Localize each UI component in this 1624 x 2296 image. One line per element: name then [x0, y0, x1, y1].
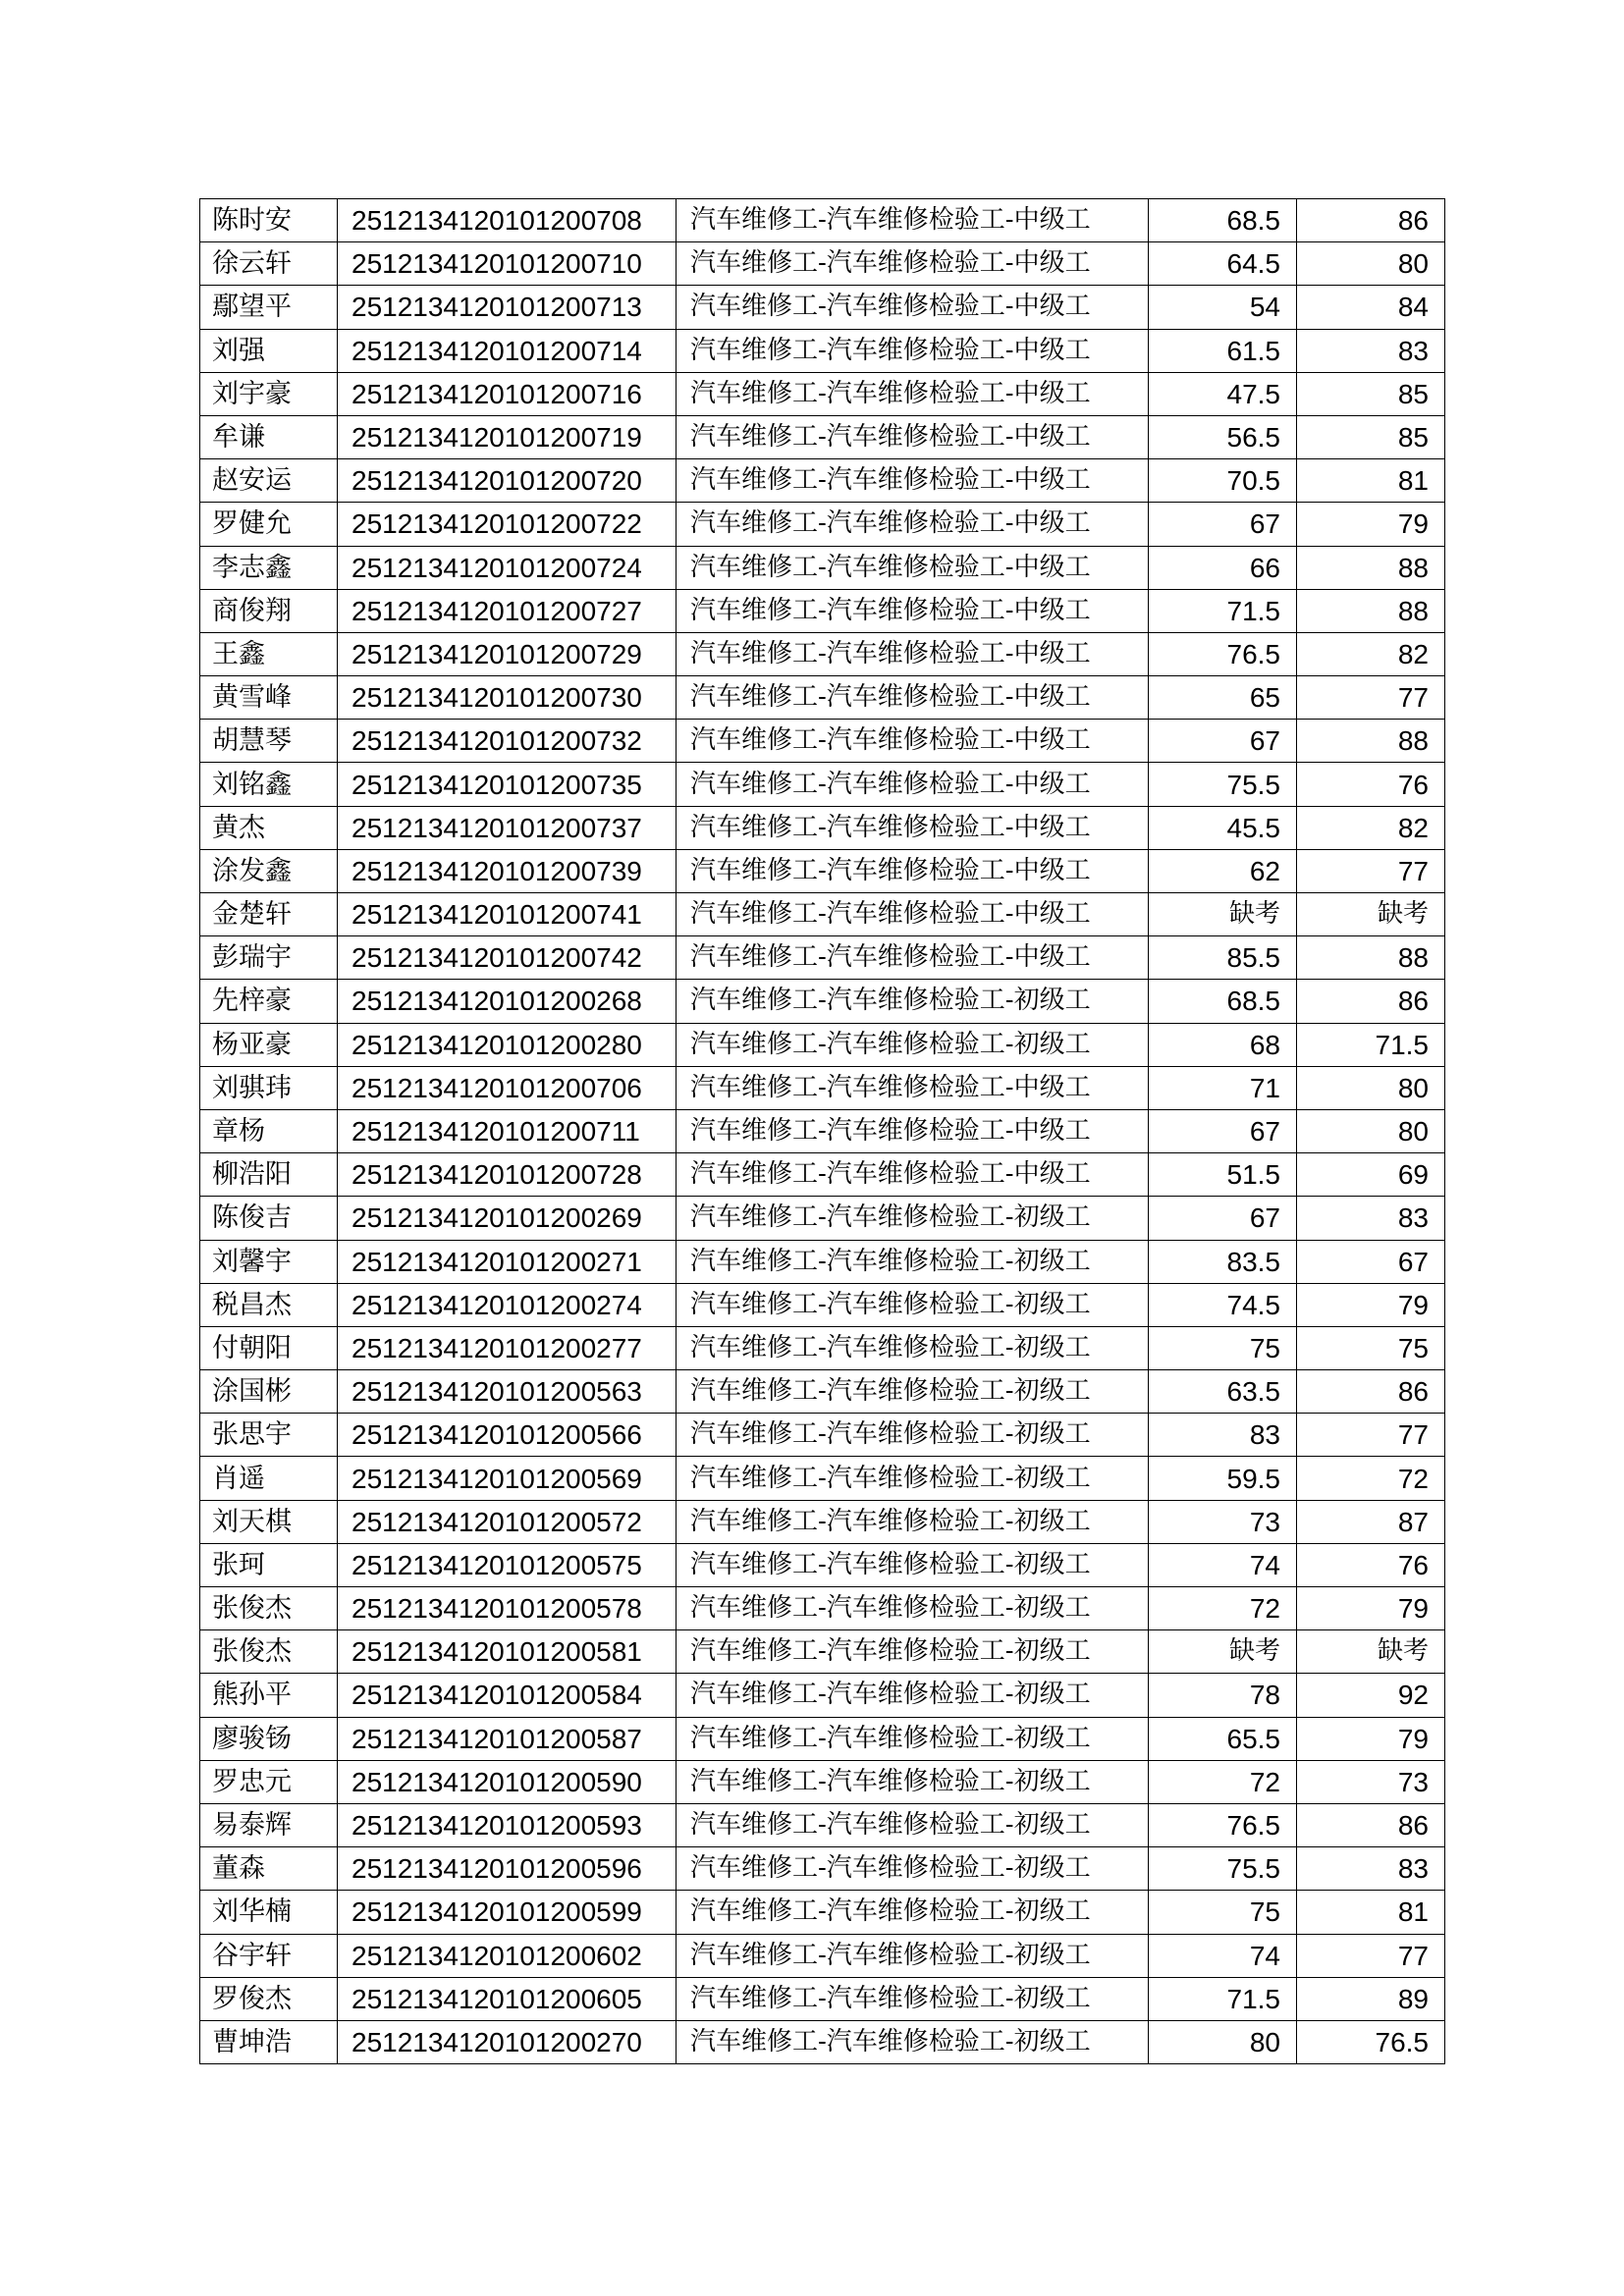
- cell-exam-id: 2512134120101200280: [338, 1023, 677, 1066]
- cell-occupation: 汽车维修工-汽车维修检验工-中级工: [677, 1109, 1149, 1152]
- cell-occupation: 汽车维修工-汽车维修检验工-初级工: [677, 1891, 1149, 1934]
- cell-occupation: 汽车维修工-汽车维修检验工-初级工: [677, 1760, 1149, 1803]
- cell-exam-id: 2512134120101200578: [338, 1587, 677, 1630]
- table-row: [200, 632, 1445, 675]
- score-table: [199, 198, 1445, 2064]
- cell-score-practical: 73: [1297, 1760, 1445, 1803]
- cell-score-theory: 71.5: [1149, 589, 1297, 632]
- cell-score-theory: 76.5: [1149, 632, 1297, 675]
- cell-score-theory: 56.5: [1149, 415, 1297, 458]
- cell-exam-id: 2512134120101200720: [338, 459, 677, 503]
- cell-score-theory: 71: [1149, 1066, 1297, 1109]
- cell-name: 刘铭鑫: [200, 763, 338, 806]
- cell-score-theory: 缺考: [1149, 1630, 1297, 1674]
- cell-name: 罗健允: [200, 503, 338, 546]
- cell-exam-id: 2512134120101200722: [338, 503, 677, 546]
- cell-score-practical: 85: [1297, 372, 1445, 415]
- cell-score-practical: 88: [1297, 546, 1445, 589]
- table-row: [200, 372, 1445, 415]
- cell-score-practical: 85: [1297, 415, 1445, 458]
- cell-name: 王鑫: [200, 632, 338, 675]
- table-row: [200, 459, 1445, 503]
- table-row: [200, 1803, 1445, 1846]
- cell-exam-id: 2512134120101200587: [338, 1717, 677, 1760]
- cell-name: 廖骏钖: [200, 1717, 338, 1760]
- cell-occupation: 汽车维修工-汽车维修检验工-中级工: [677, 893, 1149, 936]
- cell-score-theory: 74.5: [1149, 1283, 1297, 1326]
- cell-score-practical: 77: [1297, 1414, 1445, 1457]
- cell-score-practical: 81: [1297, 459, 1445, 503]
- cell-score-theory: 75.5: [1149, 1847, 1297, 1891]
- cell-exam-id: 2512134120101200710: [338, 242, 677, 286]
- cell-occupation: 汽车维修工-汽车维修检验工-中级工: [677, 806, 1149, 849]
- cell-score-practical: 77: [1297, 849, 1445, 892]
- cell-name: 柳浩阳: [200, 1153, 338, 1197]
- cell-score-theory: 68: [1149, 1023, 1297, 1066]
- cell-score-practical: 82: [1297, 806, 1445, 849]
- cell-name: 张俊杰: [200, 1587, 338, 1630]
- cell-occupation: 汽车维修工-汽车维修检验工-中级工: [677, 199, 1149, 242]
- table-row: [200, 676, 1445, 720]
- cell-score-theory: 47.5: [1149, 372, 1297, 415]
- cell-score-practical: 81: [1297, 1891, 1445, 1934]
- table-row: [200, 546, 1445, 589]
- table-row: [200, 1500, 1445, 1543]
- cell-score-practical: 88: [1297, 936, 1445, 980]
- cell-score-practical: 缺考: [1297, 1630, 1445, 1674]
- cell-score-theory: 59.5: [1149, 1457, 1297, 1500]
- cell-occupation: 汽车维修工-汽车维修检验工-中级工: [677, 632, 1149, 675]
- cell-exam-id: 2512134120101200602: [338, 1934, 677, 1977]
- cell-exam-id: 2512134120101200599: [338, 1891, 677, 1934]
- cell-score-theory: 54: [1149, 286, 1297, 329]
- cell-score-theory: 75.5: [1149, 763, 1297, 806]
- cell-exam-id: 2512134120101200713: [338, 286, 677, 329]
- table-row: [200, 893, 1445, 936]
- cell-score-practical: 92: [1297, 1674, 1445, 1717]
- cell-occupation: 汽车维修工-汽车维修检验工-中级工: [677, 242, 1149, 286]
- cell-exam-id: 2512134120101200708: [338, 199, 677, 242]
- cell-exam-id: 2512134120101200730: [338, 676, 677, 720]
- cell-occupation: 汽车维修工-汽车维修检验工-中级工: [677, 936, 1149, 980]
- cell-score-theory: 62: [1149, 849, 1297, 892]
- cell-exam-id: 2512134120101200584: [338, 1674, 677, 1717]
- table-row: [200, 936, 1445, 980]
- cell-score-practical: 83: [1297, 329, 1445, 372]
- table-row: [200, 1543, 1445, 1586]
- cell-name: 刘强: [200, 329, 338, 372]
- cell-score-practical: 84: [1297, 286, 1445, 329]
- cell-occupation: 汽车维修工-汽车维修检验工-初级工: [677, 1197, 1149, 1240]
- cell-name: 张俊杰: [200, 1630, 338, 1674]
- cell-score-theory: 缺考: [1149, 893, 1297, 936]
- cell-score-theory: 68.5: [1149, 980, 1297, 1023]
- cell-exam-id: 2512134120101200735: [338, 763, 677, 806]
- cell-score-theory: 75: [1149, 1326, 1297, 1369]
- cell-name: 刘华楠: [200, 1891, 338, 1934]
- cell-score-practical: 86: [1297, 980, 1445, 1023]
- cell-score-theory: 75: [1149, 1891, 1297, 1934]
- cell-occupation: 汽车维修工-汽车维修检验工-初级工: [677, 1543, 1149, 1586]
- cell-occupation: 汽车维修工-汽车维修检验工-中级工: [677, 415, 1149, 458]
- cell-score-theory: 67: [1149, 503, 1297, 546]
- cell-score-practical: 69: [1297, 1153, 1445, 1197]
- cell-occupation: 汽车维修工-汽车维修检验工-初级工: [677, 1500, 1149, 1543]
- cell-score-practical: 75: [1297, 1326, 1445, 1369]
- cell-occupation: 汽车维修工-汽车维修检验工-中级工: [677, 589, 1149, 632]
- cell-name: 先梓豪: [200, 980, 338, 1023]
- cell-score-practical: 77: [1297, 676, 1445, 720]
- cell-exam-id: 2512134120101200575: [338, 1543, 677, 1586]
- cell-score-practical: 80: [1297, 1066, 1445, 1109]
- cell-occupation: 汽车维修工-汽车维修检验工-初级工: [677, 1326, 1149, 1369]
- cell-occupation: 汽车维修工-汽车维修检验工-中级工: [677, 676, 1149, 720]
- cell-name: 张珂: [200, 1543, 338, 1586]
- cell-occupation: 汽车维修工-汽车维修检验工-初级工: [677, 1847, 1149, 1891]
- cell-occupation: 汽车维修工-汽车维修检验工-中级工: [677, 329, 1149, 372]
- cell-exam-id: 2512134120101200711: [338, 1109, 677, 1152]
- cell-name: 谷宇轩: [200, 1934, 338, 1977]
- cell-score-practical: 71.5: [1297, 1023, 1445, 1066]
- cell-exam-id: 2512134120101200581: [338, 1630, 677, 1674]
- cell-score-practical: 79: [1297, 1717, 1445, 1760]
- cell-score-theory: 67: [1149, 1197, 1297, 1240]
- cell-exam-id: 2512134120101200270: [338, 2020, 677, 2063]
- cell-exam-id: 2512134120101200593: [338, 1803, 677, 1846]
- cell-name: 刘天棋: [200, 1500, 338, 1543]
- cell-exam-id: 2512134120101200714: [338, 329, 677, 372]
- cell-name: 牟谦: [200, 415, 338, 458]
- cell-name: 董森: [200, 1847, 338, 1891]
- cell-score-theory: 65.5: [1149, 1717, 1297, 1760]
- table-row: [200, 503, 1445, 546]
- cell-score-practical: 87: [1297, 1500, 1445, 1543]
- cell-score-theory: 71.5: [1149, 1977, 1297, 2020]
- table-row: [200, 199, 1445, 242]
- table-row: [200, 1023, 1445, 1066]
- cell-score-theory: 83: [1149, 1414, 1297, 1457]
- cell-name: 熊孙平: [200, 1674, 338, 1717]
- table-row: [200, 1414, 1445, 1457]
- cell-score-theory: 61.5: [1149, 329, 1297, 372]
- cell-name: 罗俊杰: [200, 1977, 338, 2020]
- cell-name: 罗忠元: [200, 1760, 338, 1803]
- table-row: [200, 1370, 1445, 1414]
- cell-exam-id: 2512134120101200739: [338, 849, 677, 892]
- cell-score-practical: 76: [1297, 763, 1445, 806]
- cell-score-theory: 65: [1149, 676, 1297, 720]
- cell-exam-id: 2512134120101200724: [338, 546, 677, 589]
- cell-exam-id: 2512134120101200719: [338, 415, 677, 458]
- cell-score-theory: 72: [1149, 1587, 1297, 1630]
- cell-occupation: 汽车维修工-汽车维修检验工-初级工: [677, 980, 1149, 1023]
- table-row: [200, 1587, 1445, 1630]
- cell-occupation: 汽车维修工-汽车维修检验工-中级工: [677, 849, 1149, 892]
- table-row: [200, 1066, 1445, 1109]
- table-row: [200, 720, 1445, 763]
- cell-occupation: 汽车维修工-汽车维修检验工-初级工: [677, 1283, 1149, 1326]
- table-row: [200, 763, 1445, 806]
- cell-name: 张思宇: [200, 1414, 338, 1457]
- cell-score-practical: 76: [1297, 1543, 1445, 1586]
- cell-name: 李志鑫: [200, 546, 338, 589]
- cell-occupation: 汽车维修工-汽车维修检验工-中级工: [677, 503, 1149, 546]
- table-row: [200, 1717, 1445, 1760]
- table-row: [200, 329, 1445, 372]
- cell-exam-id: 2512134120101200728: [338, 1153, 677, 1197]
- table-row: [200, 1847, 1445, 1891]
- table-row: [200, 1674, 1445, 1717]
- cell-score-practical: 76.5: [1297, 2020, 1445, 2063]
- cell-score-practical: 86: [1297, 1803, 1445, 1846]
- cell-exam-id: 2512134120101200569: [338, 1457, 677, 1500]
- cell-occupation: 汽车维修工-汽车维修检验工-初级工: [677, 1023, 1149, 1066]
- cell-score-practical: 82: [1297, 632, 1445, 675]
- cell-score-practical: 88: [1297, 589, 1445, 632]
- cell-score-practical: 72: [1297, 1457, 1445, 1500]
- cell-exam-id: 2512134120101200729: [338, 632, 677, 675]
- table-row: [200, 242, 1445, 286]
- cell-name: 金楚轩: [200, 893, 338, 936]
- table-row: [200, 980, 1445, 1023]
- cell-exam-id: 2512134120101200277: [338, 1326, 677, 1369]
- cell-exam-id: 2512134120101200741: [338, 893, 677, 936]
- table-row: [200, 849, 1445, 892]
- cell-name: 陈俊吉: [200, 1197, 338, 1240]
- table-row: [200, 1457, 1445, 1500]
- cell-score-practical: 79: [1297, 1587, 1445, 1630]
- cell-occupation: 汽车维修工-汽车维修检验工-中级工: [677, 763, 1149, 806]
- cell-occupation: 汽车维修工-汽车维修检验工-初级工: [677, 1587, 1149, 1630]
- cell-name: 肖遥: [200, 1457, 338, 1500]
- table-row: [200, 1240, 1445, 1283]
- cell-exam-id: 2512134120101200716: [338, 372, 677, 415]
- table-body: [200, 199, 1445, 2064]
- cell-occupation: 汽车维修工-汽车维修检验工-初级工: [677, 1370, 1149, 1414]
- cell-exam-id: 2512134120101200269: [338, 1197, 677, 1240]
- table-row: [200, 415, 1445, 458]
- table-row: [200, 1283, 1445, 1326]
- cell-score-practical: 86: [1297, 199, 1445, 242]
- cell-occupation: 汽车维修工-汽车维修检验工-中级工: [677, 459, 1149, 503]
- cell-exam-id: 2512134120101200742: [338, 936, 677, 980]
- cell-score-practical: 79: [1297, 1283, 1445, 1326]
- cell-score-practical: 86: [1297, 1370, 1445, 1414]
- cell-name: 赵安运: [200, 459, 338, 503]
- cell-exam-id: 2512134120101200706: [338, 1066, 677, 1109]
- cell-score-theory: 74: [1149, 1934, 1297, 1977]
- cell-exam-id: 2512134120101200590: [338, 1760, 677, 1803]
- cell-exam-id: 2512134120101200732: [338, 720, 677, 763]
- table-row: [200, 806, 1445, 849]
- cell-name: 付朝阳: [200, 1326, 338, 1369]
- cell-score-theory: 66: [1149, 546, 1297, 589]
- cell-score-practical: 77: [1297, 1934, 1445, 1977]
- cell-name: 刘馨宇: [200, 1240, 338, 1283]
- cell-exam-id: 2512134120101200737: [338, 806, 677, 849]
- cell-name: 彭瑞宇: [200, 936, 338, 980]
- cell-name: 刘骐玮: [200, 1066, 338, 1109]
- cell-score-theory: 63.5: [1149, 1370, 1297, 1414]
- cell-score-practical: 67: [1297, 1240, 1445, 1283]
- cell-score-theory: 74: [1149, 1543, 1297, 1586]
- table-row: [200, 1977, 1445, 2020]
- table-row: [200, 1630, 1445, 1674]
- table-row: [200, 1891, 1445, 1934]
- cell-score-theory: 73: [1149, 1500, 1297, 1543]
- cell-exam-id: 2512134120101200563: [338, 1370, 677, 1414]
- table-row: [200, 286, 1445, 329]
- cell-occupation: 汽车维修工-汽车维修检验工-中级工: [677, 1066, 1149, 1109]
- cell-exam-id: 2512134120101200274: [338, 1283, 677, 1326]
- table-row: [200, 1934, 1445, 1977]
- cell-name: 胡慧琴: [200, 720, 338, 763]
- cell-occupation: 汽车维修工-汽车维修检验工-初级工: [677, 1457, 1149, 1500]
- cell-name: 黄雪峰: [200, 676, 338, 720]
- cell-score-practical: 79: [1297, 503, 1445, 546]
- cell-name: 杨亚豪: [200, 1023, 338, 1066]
- cell-score-theory: 51.5: [1149, 1153, 1297, 1197]
- cell-name: 鄢望平: [200, 286, 338, 329]
- cell-occupation: 汽车维修工-汽车维修检验工-初级工: [677, 1977, 1149, 2020]
- cell-name: 章杨: [200, 1109, 338, 1152]
- cell-exam-id: 2512134120101200727: [338, 589, 677, 632]
- cell-exam-id: 2512134120101200605: [338, 1977, 677, 2020]
- cell-score-theory: 72: [1149, 1760, 1297, 1803]
- table-row: [200, 589, 1445, 632]
- cell-score-theory: 64.5: [1149, 242, 1297, 286]
- cell-score-practical: 80: [1297, 242, 1445, 286]
- cell-score-theory: 85.5: [1149, 936, 1297, 980]
- cell-name: 黄杰: [200, 806, 338, 849]
- cell-score-practical: 89: [1297, 1977, 1445, 2020]
- table-row: [200, 1760, 1445, 1803]
- cell-score-theory: 83.5: [1149, 1240, 1297, 1283]
- cell-score-theory: 67: [1149, 1109, 1297, 1152]
- cell-occupation: 汽车维修工-汽车维修检验工-初级工: [677, 1240, 1149, 1283]
- cell-occupation: 汽车维修工-汽车维修检验工-中级工: [677, 720, 1149, 763]
- cell-name: 涂国彬: [200, 1370, 338, 1414]
- cell-score-theory: 67: [1149, 720, 1297, 763]
- table-row: [200, 1197, 1445, 1240]
- table-row: [200, 1153, 1445, 1197]
- cell-occupation: 汽车维修工-汽车维修检验工-中级工: [677, 1153, 1149, 1197]
- table-row: [200, 2020, 1445, 2063]
- table-row: [200, 1109, 1445, 1152]
- cell-score-practical: 88: [1297, 720, 1445, 763]
- cell-occupation: 汽车维修工-汽车维修检验工-中级工: [677, 286, 1149, 329]
- cell-score-theory: 78: [1149, 1674, 1297, 1717]
- cell-score-theory: 68.5: [1149, 199, 1297, 242]
- cell-occupation: 汽车维修工-汽车维修检验工-中级工: [677, 372, 1149, 415]
- cell-occupation: 汽车维修工-汽车维修检验工-初级工: [677, 1717, 1149, 1760]
- cell-exam-id: 2512134120101200566: [338, 1414, 677, 1457]
- cell-name: 税昌杰: [200, 1283, 338, 1326]
- cell-exam-id: 2512134120101200268: [338, 980, 677, 1023]
- table-row: [200, 1326, 1445, 1369]
- cell-score-theory: 76.5: [1149, 1803, 1297, 1846]
- cell-score-practical: 缺考: [1297, 893, 1445, 936]
- cell-name: 商俊翔: [200, 589, 338, 632]
- cell-exam-id: 2512134120101200572: [338, 1500, 677, 1543]
- cell-exam-id: 2512134120101200596: [338, 1847, 677, 1891]
- cell-score-theory: 45.5: [1149, 806, 1297, 849]
- cell-name: 陈时安: [200, 199, 338, 242]
- cell-name: 刘宇豪: [200, 372, 338, 415]
- cell-occupation: 汽车维修工-汽车维修检验工-初级工: [677, 2020, 1149, 2063]
- cell-score-theory: 70.5: [1149, 459, 1297, 503]
- cell-occupation: 汽车维修工-汽车维修检验工-中级工: [677, 546, 1149, 589]
- cell-occupation: 汽车维修工-汽车维修检验工-初级工: [677, 1674, 1149, 1717]
- cell-occupation: 汽车维修工-汽车维修检验工-初级工: [677, 1630, 1149, 1674]
- cell-score-theory: 80: [1149, 2020, 1297, 2063]
- cell-score-practical: 80: [1297, 1109, 1445, 1152]
- cell-name: 涂发鑫: [200, 849, 338, 892]
- cell-name: 曹坤浩: [200, 2020, 338, 2063]
- cell-occupation: 汽车维修工-汽车维修检验工-初级工: [677, 1414, 1149, 1457]
- cell-name: 徐云轩: [200, 242, 338, 286]
- cell-occupation: 汽车维修工-汽车维修检验工-初级工: [677, 1934, 1149, 1977]
- cell-score-practical: 83: [1297, 1197, 1445, 1240]
- cell-name: 易泰辉: [200, 1803, 338, 1846]
- cell-occupation: 汽车维修工-汽车维修检验工-初级工: [677, 1803, 1149, 1846]
- cell-score-practical: 83: [1297, 1847, 1445, 1891]
- cell-exam-id: 2512134120101200271: [338, 1240, 677, 1283]
